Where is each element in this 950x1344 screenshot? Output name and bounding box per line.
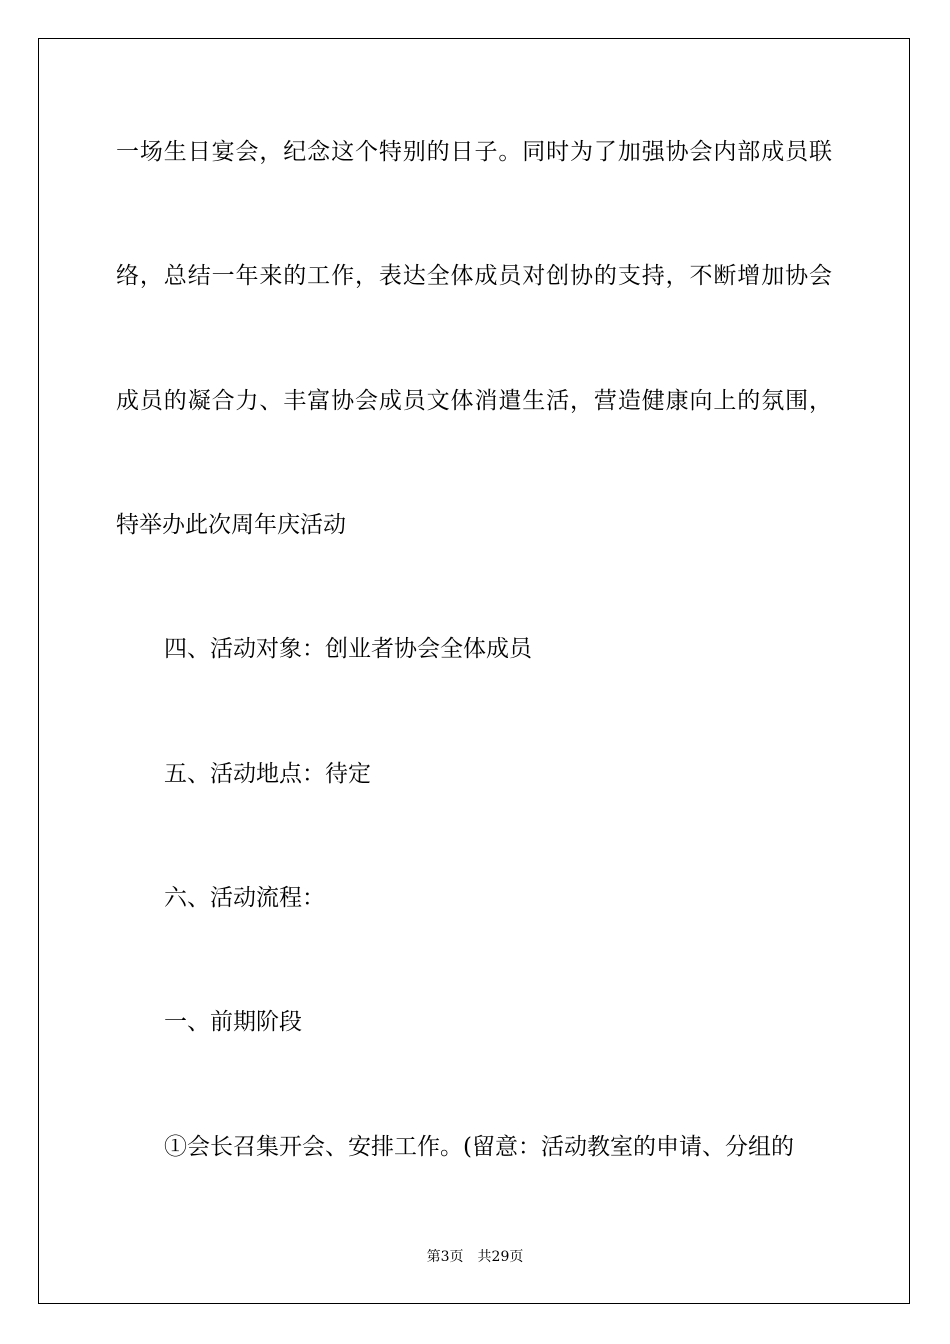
list-item: ①会长召集开会、安排工作。(留意：活动教室的申请、分组的	[164, 1134, 794, 1160]
page-border	[38, 38, 910, 1304]
section-heading-target: 四、活动对象：创业者协会全体成员	[164, 636, 532, 662]
subsection-heading-preparation: 一、前期阶段	[164, 1009, 302, 1035]
section-heading-location: 五、活动地点：待定	[164, 761, 371, 787]
body-text-line: 特举办此次周年庆活动	[116, 512, 346, 538]
page-number: 第3页	[426, 1249, 464, 1265]
body-text-line: 成员的凝合力、丰富协会成员文体消遣生活，营造健康向上的氛围，	[116, 388, 832, 414]
body-text-line: 一场生日宴会，纪念这个特别的日子。同时为了加强协会内部成员联	[116, 139, 832, 165]
section-heading-process: 六、活动流程：	[164, 885, 325, 911]
body-text-line: 络，总结一年来的工作，表达全体成员对创协的支持，不断增加协会	[116, 263, 832, 289]
page-total: 共29页	[477, 1249, 524, 1265]
page-footer	[0, 1248, 950, 1266]
